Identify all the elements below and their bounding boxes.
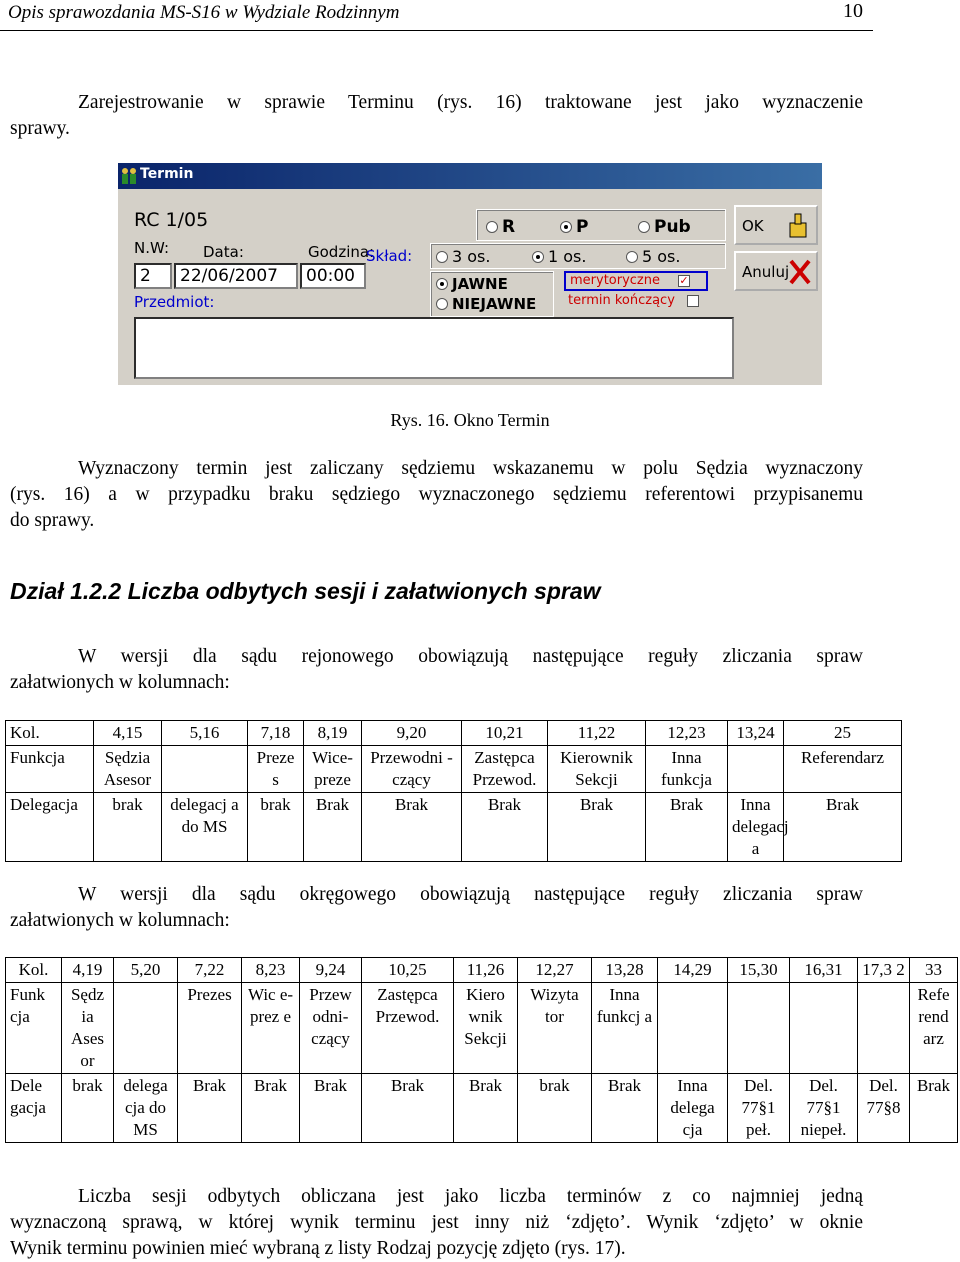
check-icon: ✓	[679, 273, 689, 287]
para2-line-3: do sprawy.	[10, 510, 95, 531]
ok-button[interactable]: OK	[734, 205, 818, 245]
table-cell: delegacj a do MS	[162, 793, 248, 862]
radio-sklad-1[interactable]: 1 os.	[532, 247, 586, 266]
table-cell: Wice- preze	[304, 746, 362, 793]
table-cell: Delegacja	[6, 793, 94, 862]
table-cell: Inna funkcja	[646, 746, 728, 793]
table-cell: 12,23	[646, 721, 728, 746]
table-cell: Brak	[362, 1074, 454, 1143]
table-row	[6, 746, 902, 793]
table-cell: 15,30	[728, 958, 790, 983]
table-cell: 7,18	[248, 721, 304, 746]
figure-caption: Rys. 16. Okno Termin	[390, 410, 550, 430]
table-cell: Brak	[548, 793, 646, 862]
table-cell: Kol.	[6, 721, 94, 746]
section-title: Dział 1.2.2 Liczba odbytych sesji i załatwionych spraw	[10, 578, 601, 604]
radio-dot-1-icon	[532, 251, 544, 263]
para2-line-1: Wyznaczony termin jest zaliczany sędziemu wskazanemu w polu Sędzia wyznaczony	[78, 458, 863, 479]
table-cell: 5,16	[162, 721, 248, 746]
table-cell: Zastępca Przewod.	[462, 746, 548, 793]
nw-field[interactable]: 2	[134, 263, 172, 289]
table-cell: Kol.	[6, 958, 62, 983]
table-cell: Sędz ia Ases or	[62, 983, 114, 1074]
close-icon	[788, 257, 812, 287]
radio-dot-jawne-icon	[436, 278, 448, 290]
empty-checkbox-icon	[687, 295, 699, 307]
table-cell: 12,27	[518, 958, 592, 983]
table-cell: Brak	[300, 1074, 362, 1143]
table-cell: 4,19	[62, 958, 114, 983]
sklad-label: Skład:	[366, 247, 413, 265]
table-cell	[728, 983, 790, 1074]
radio-sklad-5[interactable]: 5 os.	[626, 247, 680, 266]
table-row	[6, 983, 958, 1074]
table-cell: Funkcja	[6, 746, 94, 793]
table-cell: 4,15	[94, 721, 162, 746]
para4-line-2: załatwionych w kolumnach:	[10, 910, 230, 931]
table-cell: 9,24	[300, 958, 362, 983]
table-cell: Dele gacja	[6, 1074, 62, 1143]
checkbox-merytoryczne[interactable]: merytoryczne ✓	[570, 273, 689, 288]
radio-type-p[interactable]: P	[560, 217, 588, 237]
table-cell: delega cja do MS	[114, 1074, 178, 1143]
table-cell: 11,22	[548, 721, 646, 746]
cancel-button[interactable]: Anuluj	[734, 251, 818, 291]
nw-label: N.W:	[134, 239, 169, 257]
table-cell: brak	[62, 1074, 114, 1143]
page-number: 10	[843, 0, 863, 22]
radio-jawne[interactable]: JAWNE	[436, 275, 508, 293]
table-cell: Inna delega cja	[658, 1074, 728, 1143]
intro-line-1: Zarejestrowanie w sprawie Terminu (rys. 16) traktowane jest jako wyznaczenie	[78, 92, 863, 113]
table-cell: Przewodni -czący	[362, 746, 462, 793]
table-cell: Brak	[178, 1074, 242, 1143]
table-cell: Brak	[362, 793, 462, 862]
table-cell: 33	[910, 958, 958, 983]
table-cell: Zastępca Przewod.	[362, 983, 454, 1074]
people-icon	[120, 166, 138, 186]
table-cell: Brak	[646, 793, 728, 862]
window-panel	[118, 189, 822, 385]
table-cell	[114, 983, 178, 1074]
table-cell: Wic e- prez e	[242, 983, 300, 1074]
table-cell: Sędzia Asesor	[94, 746, 162, 793]
table-cell: Referendarz	[784, 746, 902, 793]
radio-dot-5-icon	[626, 251, 638, 263]
data-label: Data:	[203, 243, 244, 261]
table-cell: 7,22	[178, 958, 242, 983]
table-cell: 9,20	[362, 721, 462, 746]
para3-line-2: załatwionych w kolumnach:	[10, 672, 230, 693]
table-cell: Prezes	[178, 983, 242, 1074]
table-cell: Brak	[242, 1074, 300, 1143]
table-cell: Refe rend arz	[910, 983, 958, 1074]
thumbs-up-icon	[786, 211, 812, 241]
table-cell: 17,3 2	[858, 958, 910, 983]
radio-dot-r-icon	[486, 221, 498, 233]
para5-line-3: Wynik terminu powinien mieć wybraną z listy Rodzaj pozycję zdjęto (rys. 17).	[10, 1238, 626, 1259]
window-title-bar	[118, 163, 822, 189]
table-cell: Kiero wnik Sekcji	[454, 983, 518, 1074]
table-row	[6, 1074, 958, 1143]
table-cell: brak	[248, 793, 304, 862]
table-cell: 13,24	[728, 721, 784, 746]
window-title: Termin	[140, 166, 194, 182]
table-cell: Brak	[462, 793, 548, 862]
table-cell: Inna funkcj a	[592, 983, 658, 1074]
godzina-label: Godzina:	[308, 243, 375, 261]
table-cell: 25	[784, 721, 902, 746]
table-row	[6, 958, 958, 983]
table-cell: Kierownik Sekcji	[548, 746, 646, 793]
table-cell: 8,19	[304, 721, 362, 746]
table-cell: Brak	[910, 1074, 958, 1143]
page-header	[0, 0, 873, 31]
document-title: Opis sprawozdania MS-S16 w Wydziale Rodzinnym	[8, 2, 400, 23]
intro-line-2: sprawy.	[10, 118, 70, 139]
radio-sklad-3[interactable]: 3 os.	[436, 247, 490, 266]
table-cell: Funk cja	[6, 983, 62, 1074]
table-cell: Inna delegacj a	[728, 793, 784, 862]
columns-table-okregowy	[5, 957, 958, 1143]
table-cell: Del. 77§1 peł.	[728, 1074, 790, 1143]
table-cell: 14,29	[658, 958, 728, 983]
table-cell: Preze s	[248, 746, 304, 793]
table-cell: Brak	[304, 793, 362, 862]
przedmiot-field[interactable]	[134, 317, 734, 379]
table-cell: 5,20	[114, 958, 178, 983]
radio-dot-3-icon	[436, 251, 448, 263]
radio-dot-p-icon	[560, 221, 572, 233]
para4-line-1: W wersji dla sądu okręgowego obowiązują następujące reguły zliczania spraw	[78, 884, 863, 905]
przedmiot-label: Przedmiot:	[134, 293, 215, 311]
table-cell: Del. 77§1 niepeł.	[790, 1074, 858, 1143]
table-cell: 13,28	[592, 958, 658, 983]
table-cell	[858, 983, 910, 1074]
table-cell: brak	[94, 793, 162, 862]
table-cell: 10,25	[362, 958, 454, 983]
table-cell	[162, 746, 248, 793]
table-cell: 16,31	[790, 958, 858, 983]
para2-line-2: (rys. 16) a w przypadku braku sędziego wyznaczonego sędziemu referentowi przypisanemu	[10, 484, 863, 505]
radio-type-pub[interactable]: Pub	[638, 217, 691, 237]
time-field[interactable]: 00:00	[300, 263, 366, 289]
table-cell: brak	[518, 1074, 592, 1143]
table-cell	[728, 746, 784, 793]
radio-dot-pub-icon	[638, 221, 650, 233]
case-id: RC 1/05	[134, 209, 209, 231]
table-cell: Brak	[592, 1074, 658, 1143]
radio-niejawne[interactable]: NIEJAWNE	[436, 295, 536, 313]
table-cell	[658, 983, 728, 1074]
table-row	[6, 793, 902, 862]
para3-line-1: W wersji dla sądu rejonowego obowiązują następujące reguły zliczania spraw	[78, 646, 863, 667]
table-cell: 8,23	[242, 958, 300, 983]
table-cell: Przew odni- czący	[300, 983, 362, 1074]
table-cell: Brak	[784, 793, 902, 862]
table-cell: Del. 77§8	[858, 1074, 910, 1143]
para5-line-2: wyznaczoną sprawą, w której wynik terminu jest inny niż ‘zdjęto’. Wynik ‘zdjęto’ w oknie	[10, 1212, 863, 1233]
table-row	[6, 721, 902, 746]
table-cell: Wizyta tor	[518, 983, 592, 1074]
columns-table-rejonowy	[5, 720, 902, 862]
table-cell: 10,21	[462, 721, 548, 746]
date-field[interactable]: 22/06/2007	[174, 263, 298, 289]
table-cell	[790, 983, 858, 1074]
table-cell: Brak	[454, 1074, 518, 1143]
para5-line-1: Liczba sesji odbytych obliczana jest jako liczba terminów z co najmniej jedną	[78, 1186, 863, 1207]
radio-dot-niejawne-icon	[436, 298, 448, 310]
termin-window	[118, 163, 822, 385]
table-cell: 11,26	[454, 958, 518, 983]
radio-type-r[interactable]: R	[486, 217, 515, 237]
checkbox-termin-konczacy[interactable]: termin kończący	[568, 293, 699, 308]
